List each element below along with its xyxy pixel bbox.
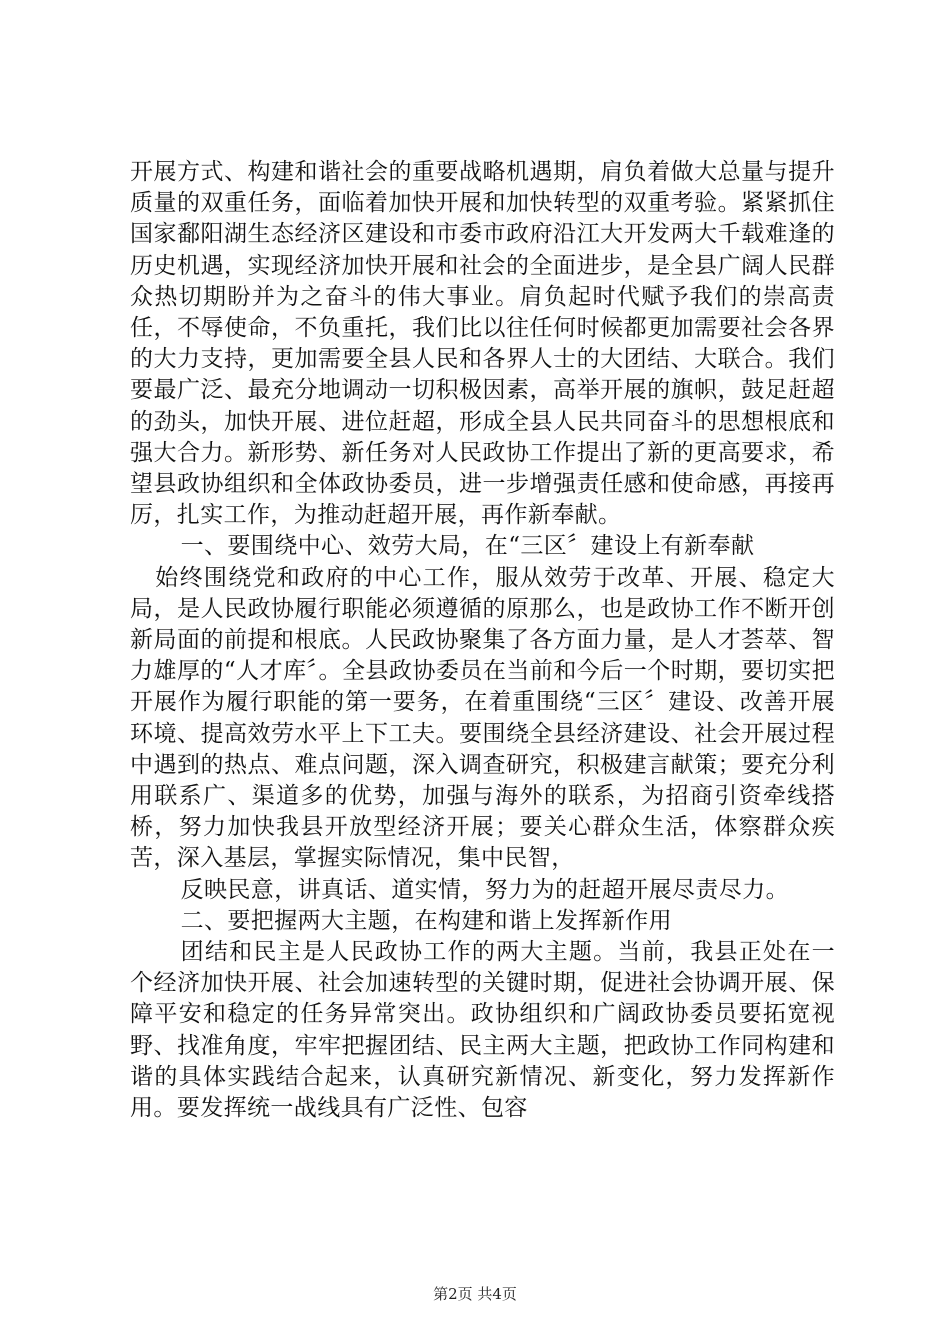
paragraph-continuation: 开展方式、构建和谐社会的重要战略机遇期，肩负着做大总量与提升质量的双重任务，面临着加快开展和加快转型的双重考验。紧紧抓住国家鄱阳湖生态经济区建设和市委市政府沿江大开发两大千载难逢的历史机遇，实现经济加快开展和社会的全面进步，是全县广阔人民群众热切期盼并为之奋斗的伟大事业。肩负起时代赋予我们的崇高责任，不辱使命，不负重托，我们比以往任何时候都更加需要社会各界的大力支持，更加需要全县人民和各界人士的大团结、大联合。我们要最广泛、最充分地调动一切积极因素，高举开展的旗帜，鼓足赶超的劲头，加快开展、进位赶超，形成全县人民共同奋斗的思想根底和强大合力。新形势、新任务对人民政协工作提出了新的更高要求，希望县政协组织和全体政协委员，进一步增强责任感和使命感，再接再厉，扎实工作，为推动赶超开展，再作新奉献。	[130, 159, 835, 529]
section-heading-1: 一、要围绕中心、效劳大局，在“三区〞建设上有新奉献	[180, 533, 755, 560]
document-body	[130, 157, 835, 1124]
paragraph-section-2: 团结和民主是人民政协工作的两大主题。当前，我县正处在一个经济加快开展、社会加速转型的关键时期，促进社会协调开展、保障平安和稳定的任务异常突出。政协组织和广阔政协委员要拓宽视野、找准角度，牢牢把握团结、民主两大主题，把政协工作同构建和谐的具体实践结合起来，认真研究新情况、新变化，努力发挥新作用。要发挥统一战线具有广泛性、包容	[130, 939, 835, 1122]
section-heading-2: 二、要把握两大主题，在构建和谐上发挥新作用	[180, 907, 672, 934]
paragraph-section-1: 始终围绕党和政府的中心工作，服从效劳于改革、开展、稳定大局，是人民政协履行职能必须遵循的原那么，也是政协工作不断开创新局面的前提和根底。人民政协聚集了各方面力量，是人才荟萃、智力雄厚的“人才库〞。全县政协委员在当前和今后一个时期，要切实把开展作为履行职能的第一要务，在着重围绕“三区〞建设、改善开展环境、提高效劳水平上下工夫。要围绕全县经济建设、社会开展过程中遇到的热点、难点问题，深入调查研究，积极建言献策；要充分利用联系广、渠道多的优势，加强与海外的联系，为招商引资牵线搭桥，努力加快我县开放型经济开展；要关心群众生活，体察群众疾苦，深入基层，掌握实际情况，集中民智，	[130, 564, 835, 872]
page-footer: 第2页 共4页	[433, 1285, 517, 1303]
paragraph-section-1-end: 反映民意，讲真话、道实情，努力为的赶超开展尽责尽力。	[180, 876, 789, 903]
